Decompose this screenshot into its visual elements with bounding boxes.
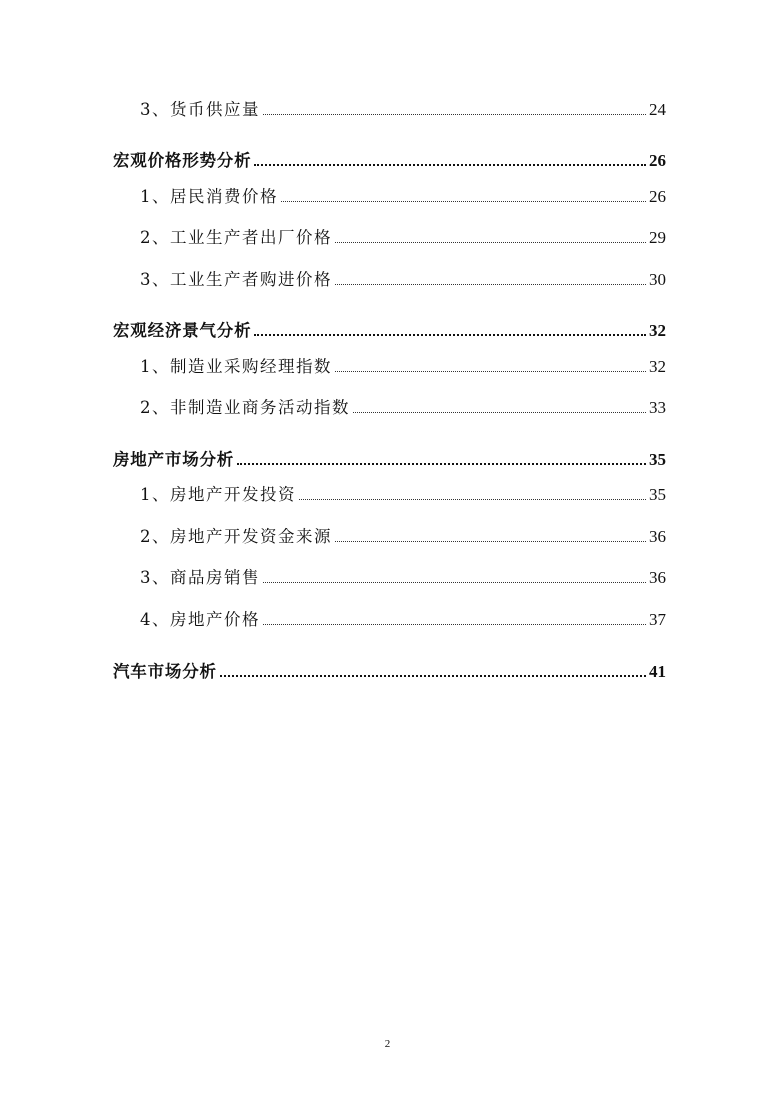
toc-entry-page: 32 [649, 357, 666, 376]
toc-entry-non-manufacturing-index[interactable] [140, 392, 666, 418]
toc-entry-page: 36 [649, 568, 666, 587]
toc-entry-page: 33 [649, 398, 666, 417]
page-number: 2 [384, 1038, 391, 1050]
dot-leader [237, 463, 646, 465]
dot-leader [281, 201, 646, 202]
toc-entry-title: 2、房地产开发资金来源 [140, 527, 332, 546]
dot-leader [254, 334, 646, 336]
toc-entry-page: 36 [649, 527, 666, 546]
dot-leader [335, 541, 646, 542]
toc-section-page: 35 [649, 450, 666, 469]
dot-leader [299, 499, 646, 500]
dot-leader [335, 284, 646, 285]
toc-section-title: 宏观经济景气分析 [113, 321, 252, 340]
toc-entry-title: 1、居民消费价格 [140, 187, 278, 206]
dot-leader [263, 624, 646, 625]
toc-section-title: 宏观价格形势分析 [113, 151, 252, 170]
toc-entry-title: 3、货币供应量 [140, 100, 260, 119]
toc-entry-title: 4、房地产价格 [140, 610, 260, 629]
toc-entry-housing-sales[interactable] [140, 562, 666, 588]
toc-entry-title: 3、工业生产者购进价格 [140, 270, 332, 289]
toc-entry-cpi[interactable] [140, 181, 666, 207]
toc-entry-page: 35 [649, 485, 666, 504]
dot-leader [263, 582, 646, 583]
toc-section-business-climate[interactable] [113, 315, 666, 341]
toc-section-page: 41 [649, 662, 666, 681]
toc-entry-title: 2、工业生产者出厂价格 [140, 228, 332, 247]
toc-section-page: 26 [649, 151, 666, 170]
toc-entry-money-supply[interactable] [140, 94, 666, 120]
toc-entry-title: 3、商品房销售 [140, 568, 260, 587]
dot-leader [263, 114, 646, 115]
toc-entry-title: 1、制造业采购经理指数 [140, 357, 332, 376]
dot-leader [353, 412, 646, 413]
dot-leader [335, 242, 646, 243]
toc-entry-page: 29 [649, 228, 666, 247]
toc-entry-real-estate-prices[interactable] [140, 604, 666, 630]
dot-leader [254, 164, 646, 166]
toc-entry-page: 37 [649, 610, 666, 629]
toc-section-title: 汽车市场分析 [113, 662, 217, 681]
toc-entry-real-estate-investment[interactable] [140, 479, 666, 505]
toc-section-price-analysis[interactable] [113, 145, 666, 171]
toc-section-title: 房地产市场分析 [113, 450, 235, 469]
toc-entry-ppi[interactable] [140, 222, 666, 248]
toc-entry-manufacturing-pmi[interactable] [140, 351, 666, 377]
toc-entry-real-estate-funding[interactable] [140, 521, 666, 547]
toc-entry-page: 26 [649, 187, 666, 206]
toc-entry-title: 2、非制造业商务活动指数 [140, 398, 350, 417]
toc-entry-title: 1、房地产开发投资 [140, 485, 296, 504]
toc-entry-page: 30 [649, 270, 666, 289]
toc-entry-ppirm[interactable] [140, 264, 666, 290]
dot-leader [335, 371, 646, 372]
toc-section-auto-market[interactable] [113, 656, 666, 682]
dot-leader [220, 675, 646, 677]
toc-section-page: 32 [649, 321, 666, 340]
toc-entry-page: 24 [649, 100, 666, 119]
toc-section-real-estate[interactable] [113, 444, 666, 470]
